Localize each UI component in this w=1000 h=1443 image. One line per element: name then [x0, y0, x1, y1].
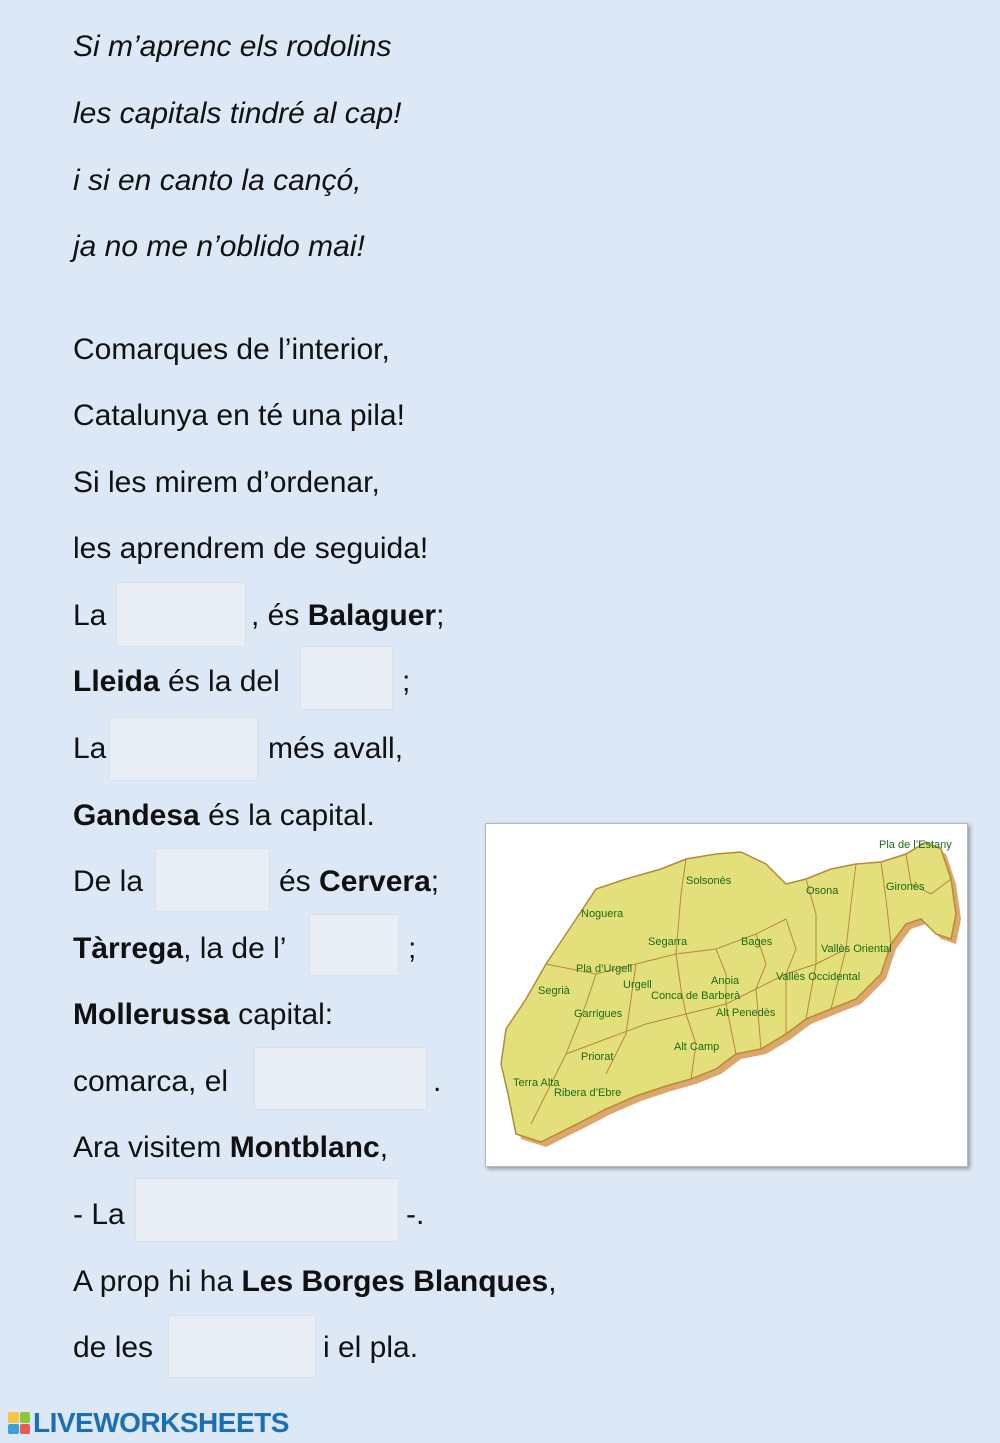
text-es: és	[279, 865, 320, 898]
verse-line-7: La	[73, 732, 107, 765]
verse-line-11	[73, 995, 333, 1035]
liveworksheets-logo	[8, 1406, 289, 1440]
verse-line-14-end: -.	[406, 1198, 425, 1231]
comarques-map	[485, 823, 968, 1167]
brand-name: LIVEWORKSHEETS	[33, 1407, 289, 1438]
map-label: Pla d’Urgell	[576, 963, 633, 975]
text-capital: capital:	[229, 998, 334, 1031]
capital-gandesa: Gandesa	[73, 799, 200, 832]
answer-field-6[interactable]	[254, 1047, 427, 1110]
text-a-prop: A prop hi ha	[73, 1265, 242, 1298]
text-es-la-capital: és la capital.	[199, 799, 375, 832]
answer-input-5[interactable]	[310, 915, 398, 975]
verse-line-9-end	[279, 862, 439, 902]
capital-tarrega: Tàrrega	[73, 932, 184, 965]
map-label: Pla de l’Estany	[879, 839, 952, 851]
answer-field-3[interactable]	[109, 717, 258, 781]
map-label: Bages	[741, 936, 773, 948]
verse-line-15	[73, 1262, 557, 1302]
verse-line-12: comarca, el	[73, 1065, 229, 1098]
answer-field-2[interactable]	[300, 646, 393, 710]
verse-line-3: Si les mirem d’ordenar,	[73, 466, 380, 499]
answer-input-7[interactable]	[136, 1179, 398, 1241]
answer-input-1[interactable]	[117, 583, 245, 646]
verse-line-10	[73, 929, 286, 969]
verse-line-6-end: ;	[402, 665, 411, 698]
intro-line-3: i si en canto la cançó,	[73, 164, 362, 197]
answer-input-4[interactable]	[156, 849, 269, 911]
map-label: Alt Camp	[674, 1041, 720, 1053]
map-label: Gironès	[886, 881, 925, 893]
map-label: Urgell	[623, 979, 652, 991]
answer-input-8[interactable]	[169, 1316, 315, 1377]
text-la-de-l: , la de l’	[183, 932, 287, 965]
capital-lleida: Lleida	[73, 665, 160, 698]
map-label: Alt Penedès	[716, 1007, 776, 1019]
comarques-map-drawing	[486, 824, 968, 1167]
map-label: Vallès Occidental	[776, 971, 861, 983]
map-label: Osona	[806, 885, 839, 897]
verse-line-10-end: ;	[408, 932, 417, 965]
verse-line-16: de les	[73, 1331, 154, 1364]
text-es-la-del: és la del	[159, 665, 280, 698]
capital-mollerussa: Mollerussa	[73, 998, 230, 1031]
map-label: Garrigues	[574, 1008, 623, 1020]
answer-input-3[interactable]	[110, 718, 257, 780]
map-label: Conca de Barberà	[651, 990, 741, 1002]
text-comma: ,	[379, 1131, 389, 1164]
logo-mark-icon	[8, 1412, 30, 1434]
map-label: Anoia	[711, 975, 740, 987]
verse-line-1: Comarques de l’interior,	[73, 333, 390, 366]
answer-field-7[interactable]	[135, 1178, 399, 1242]
text-semicolon: ;	[430, 865, 440, 898]
verse-line-12-end: .	[433, 1065, 442, 1098]
capital-les-borges-blanques: Les Borges Blanques	[241, 1265, 549, 1298]
verse-line-8	[73, 796, 375, 836]
answer-input-2[interactable]	[301, 647, 392, 709]
intro-line-2: les capitals tindré al cap!	[73, 97, 402, 130]
answer-field-1[interactable]	[116, 582, 246, 647]
intro-line-4: ja no me n’oblido mai!	[73, 230, 365, 263]
verse-line-13	[73, 1128, 388, 1168]
capital-cervera: Cervera	[319, 865, 431, 898]
map-label: Terra Alta	[513, 1077, 560, 1089]
verse-line-7-end: més avall,	[268, 732, 404, 765]
map-label: Solsonès	[686, 875, 732, 887]
verse-line-2: Catalunya en té una pila!	[73, 399, 405, 432]
map-label: Noguera	[581, 908, 624, 920]
text-es: , és	[251, 599, 308, 632]
map-label: Priorat	[581, 1051, 614, 1063]
answer-field-8[interactable]	[168, 1315, 316, 1378]
text-la: La	[73, 599, 107, 632]
verse-line-4: les aprendrem de seguida!	[73, 532, 429, 565]
answer-field-5[interactable]	[309, 914, 399, 976]
map-label: Segarra	[648, 936, 688, 948]
answer-field-4[interactable]	[155, 848, 270, 912]
intro-line-1: Si m’aprenc els rodolins	[73, 30, 392, 63]
answer-input-6[interactable]	[255, 1048, 426, 1109]
verse-line-9: De la	[73, 865, 144, 898]
capital-balaguer: Balaguer	[307, 599, 437, 632]
verse-line-5	[73, 596, 106, 636]
verse-line-6	[73, 662, 280, 702]
text-comma: ,	[548, 1265, 557, 1298]
verse-line-16-end: i el pla.	[323, 1331, 419, 1364]
map-label: Vallès Oriental	[821, 943, 892, 955]
verse-line-14: - La	[73, 1198, 125, 1231]
map-label: Ribera d’Ebre	[554, 1087, 622, 1099]
verse-line-5-rest	[251, 596, 444, 636]
text-semicolon: ;	[436, 599, 445, 632]
capital-montblanc: Montblanc	[229, 1131, 380, 1164]
text-ara-visitem: Ara visitem	[73, 1131, 230, 1164]
map-label: Segrià	[538, 985, 570, 997]
